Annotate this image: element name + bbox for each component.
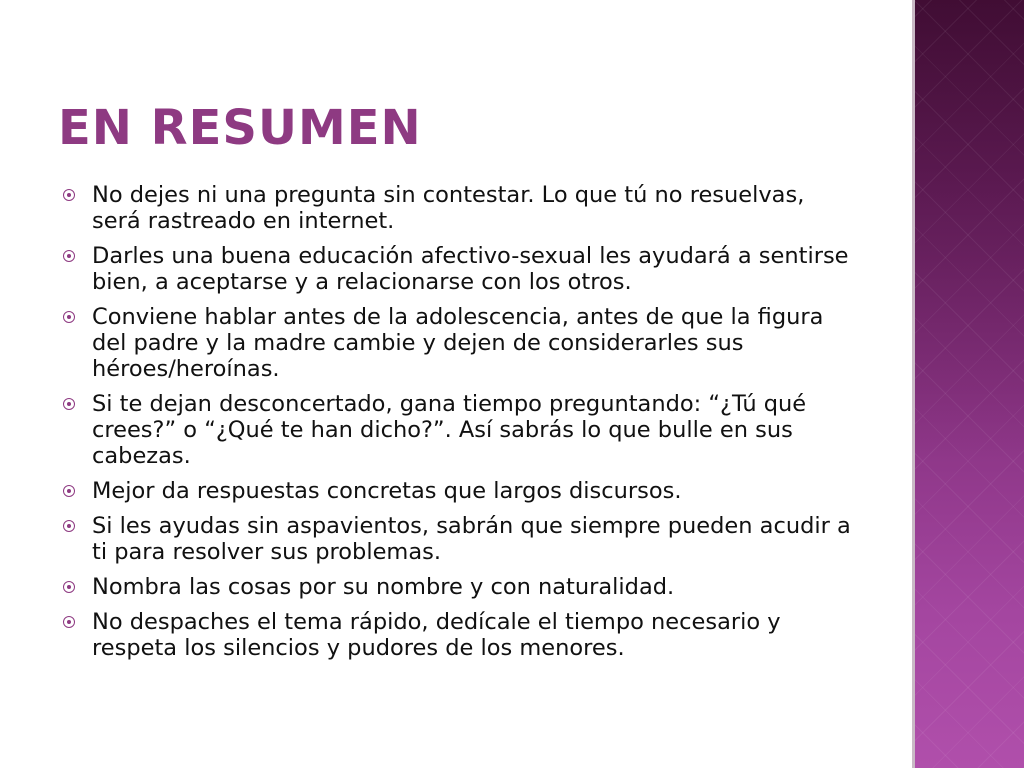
bullet-item [60,182,860,234]
circle-dot-icon [63,250,75,262]
circle-dot-icon [63,485,75,497]
bullet-item [60,391,860,469]
bullet-item [60,513,860,565]
circle-dot-icon [63,581,75,593]
diamond-pattern [912,0,1024,768]
circle-dot-icon [63,189,75,201]
bullet-text: Si te dejan desconcertado, gana tiempo preguntando: “¿Tú qué crees?” o “¿Qué te han dicho?”. Así sabrás lo que bulle en sus cabezas. [92,391,807,469]
bullet-item [60,243,860,295]
bullet-item [60,574,860,600]
bullet-text: No despaches el tema rápido, dedícale el tiempo necesario y respeta los silencios y pudores de los menores. [92,609,781,661]
bullet-list [60,182,860,670]
bullet-text: No dejes ni una pregunta sin contestar. Lo que tú no resuelvas, será rastreado en internet. [92,182,805,234]
circle-dot-icon [63,398,75,410]
bullet-item [60,304,860,382]
bullet-text: Nombra las cosas por su nombre y con naturalidad. [92,574,675,600]
bullet-text: Darles una buena educación afectivo-sexual les ayudará a sentirse bien, a aceptarse y a relacionarse con los otros. [92,243,849,295]
circle-dot-icon [63,616,75,628]
bullet-text: Mejor da respuestas concretas que largos discursos. [92,478,682,504]
bullet-item [60,609,860,661]
side-band-edge [912,0,915,768]
slide-title: EN RESUMEN [58,100,422,156]
circle-dot-icon [63,311,75,323]
bullet-text: Conviene hablar antes de la adolescencia, antes de que la figura del padre y la madre cambie y dejen de considerarles sus héroes/heroínas. [92,304,824,382]
bullet-item [60,478,860,504]
decorative-side-band [912,0,1024,768]
circle-dot-icon [63,520,75,532]
bullet-text: Si les ayudas sin aspavientos, sabrán que siempre pueden acudir a ti para resolver sus problemas. [92,513,851,565]
